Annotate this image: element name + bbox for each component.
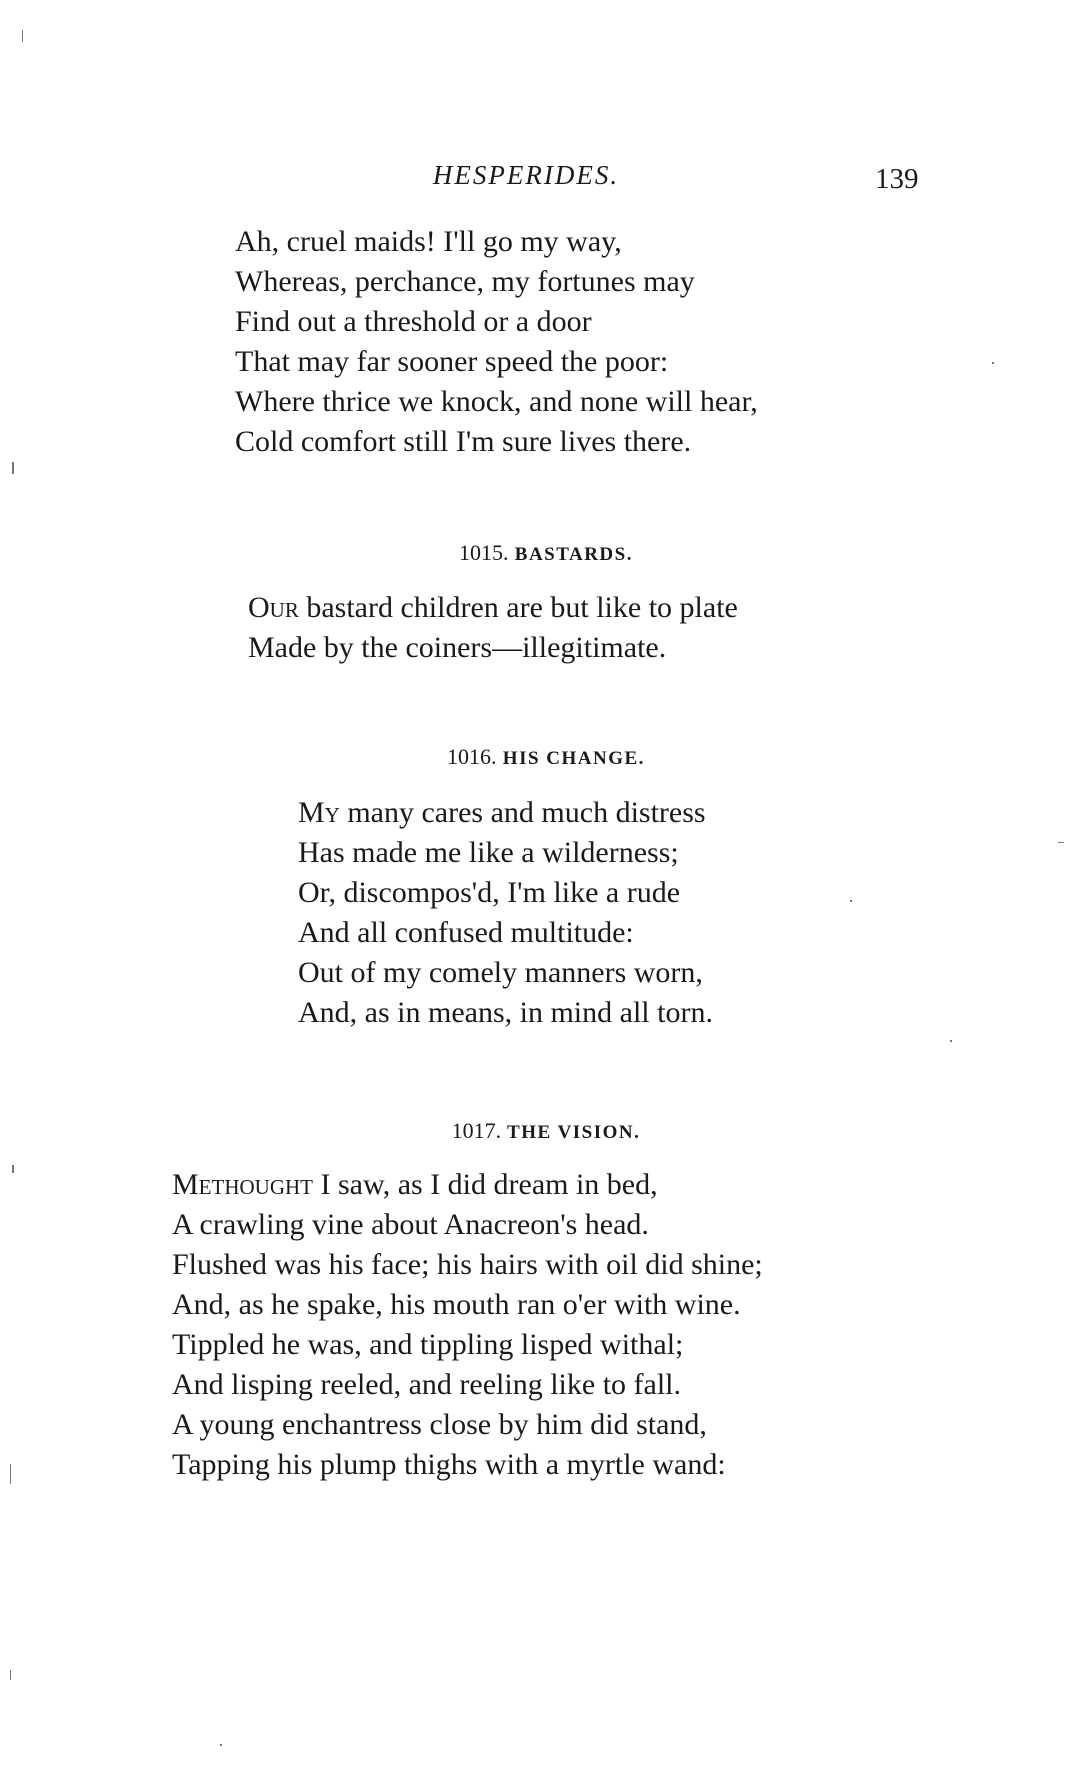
verse-line: Whereas, perchance, my fortunes may: [235, 265, 695, 298]
scan-speck: [10, 1464, 11, 1484]
verse-line: Tapping his plump thighs with a myrtle wand:: [172, 1448, 726, 1481]
verse-line: [298, 795, 706, 831]
scan-speck: [220, 1744, 222, 1746]
poem-number: 1016.: [447, 744, 497, 769]
initial-word: Methought: [172, 1168, 313, 1201]
verse-line: Ah, cruel maids! I'll go my way,: [235, 225, 622, 258]
poem-heading-1017: [0, 1118, 1092, 1144]
verse-line: [172, 1167, 658, 1203]
verse-line: Cold comfort still I'm sure lives there.: [235, 425, 692, 458]
scan-speck: [12, 462, 14, 474]
verse-line: That may far sooner speed the poor:: [235, 345, 669, 378]
verse-line: A young enchantress close by him did stand,: [172, 1408, 707, 1441]
verse-line-rest: many cares and much distress: [339, 796, 706, 829]
verse-line: Where thrice we knock, and none will hear,: [235, 385, 758, 418]
verse-line: [248, 590, 738, 626]
verse-line: Flushed was his face; his hairs with oil did shine;: [172, 1248, 763, 1281]
poem-title: BASTARDS.: [514, 544, 633, 565]
verse-line: Has made me like a wilderness;: [298, 836, 679, 869]
poem-title: HIS CHANGE.: [502, 748, 645, 769]
verse-line: And lisping reeled, and reeling like to fall.: [172, 1368, 682, 1401]
scan-speck: [12, 1165, 14, 1173]
verse-line: Tippled he was, and tippling lisped withal;: [172, 1328, 684, 1361]
scan-speck: [22, 30, 23, 42]
poem-title: THE VISION.: [507, 1122, 641, 1143]
verse-line: Find out a threshold or a door: [235, 305, 592, 338]
verse-line: Or, discompos'd, I'm like a rude: [298, 876, 681, 909]
verse-line-rest: I saw, as I did dream in bed,: [313, 1168, 658, 1201]
initial-word: My: [298, 796, 340, 829]
verse-line-rest: bastard children are but like to plate: [298, 591, 738, 624]
scan-speck: [992, 362, 994, 364]
page-number: 139: [875, 163, 919, 195]
verse-line: And, as he spake, his mouth ran o'er with wine.: [172, 1288, 741, 1321]
verse-line: A crawling vine about Anacreon's head.: [172, 1208, 649, 1241]
scan-speck: [950, 1040, 952, 1042]
initial-word: Our: [248, 591, 299, 624]
scan-speck: [850, 900, 852, 902]
verse-line: Made by the coiners—illegitimate.: [248, 631, 667, 664]
poem-heading-1015: [0, 540, 1092, 566]
verse-line: And, as in means, in mind all torn.: [298, 996, 713, 1029]
scan-speck: [1058, 842, 1064, 843]
running-title: HESPERIDES.: [432, 160, 620, 190]
poem-number: 1015.: [459, 540, 509, 565]
verse-line: And all confused multitude:: [298, 916, 634, 949]
scan-speck: [10, 1670, 11, 1680]
verse-line: Out of my comely manners worn,: [298, 956, 703, 989]
poem-number: 1017.: [451, 1118, 502, 1143]
poem-heading-1016: [0, 744, 1092, 770]
